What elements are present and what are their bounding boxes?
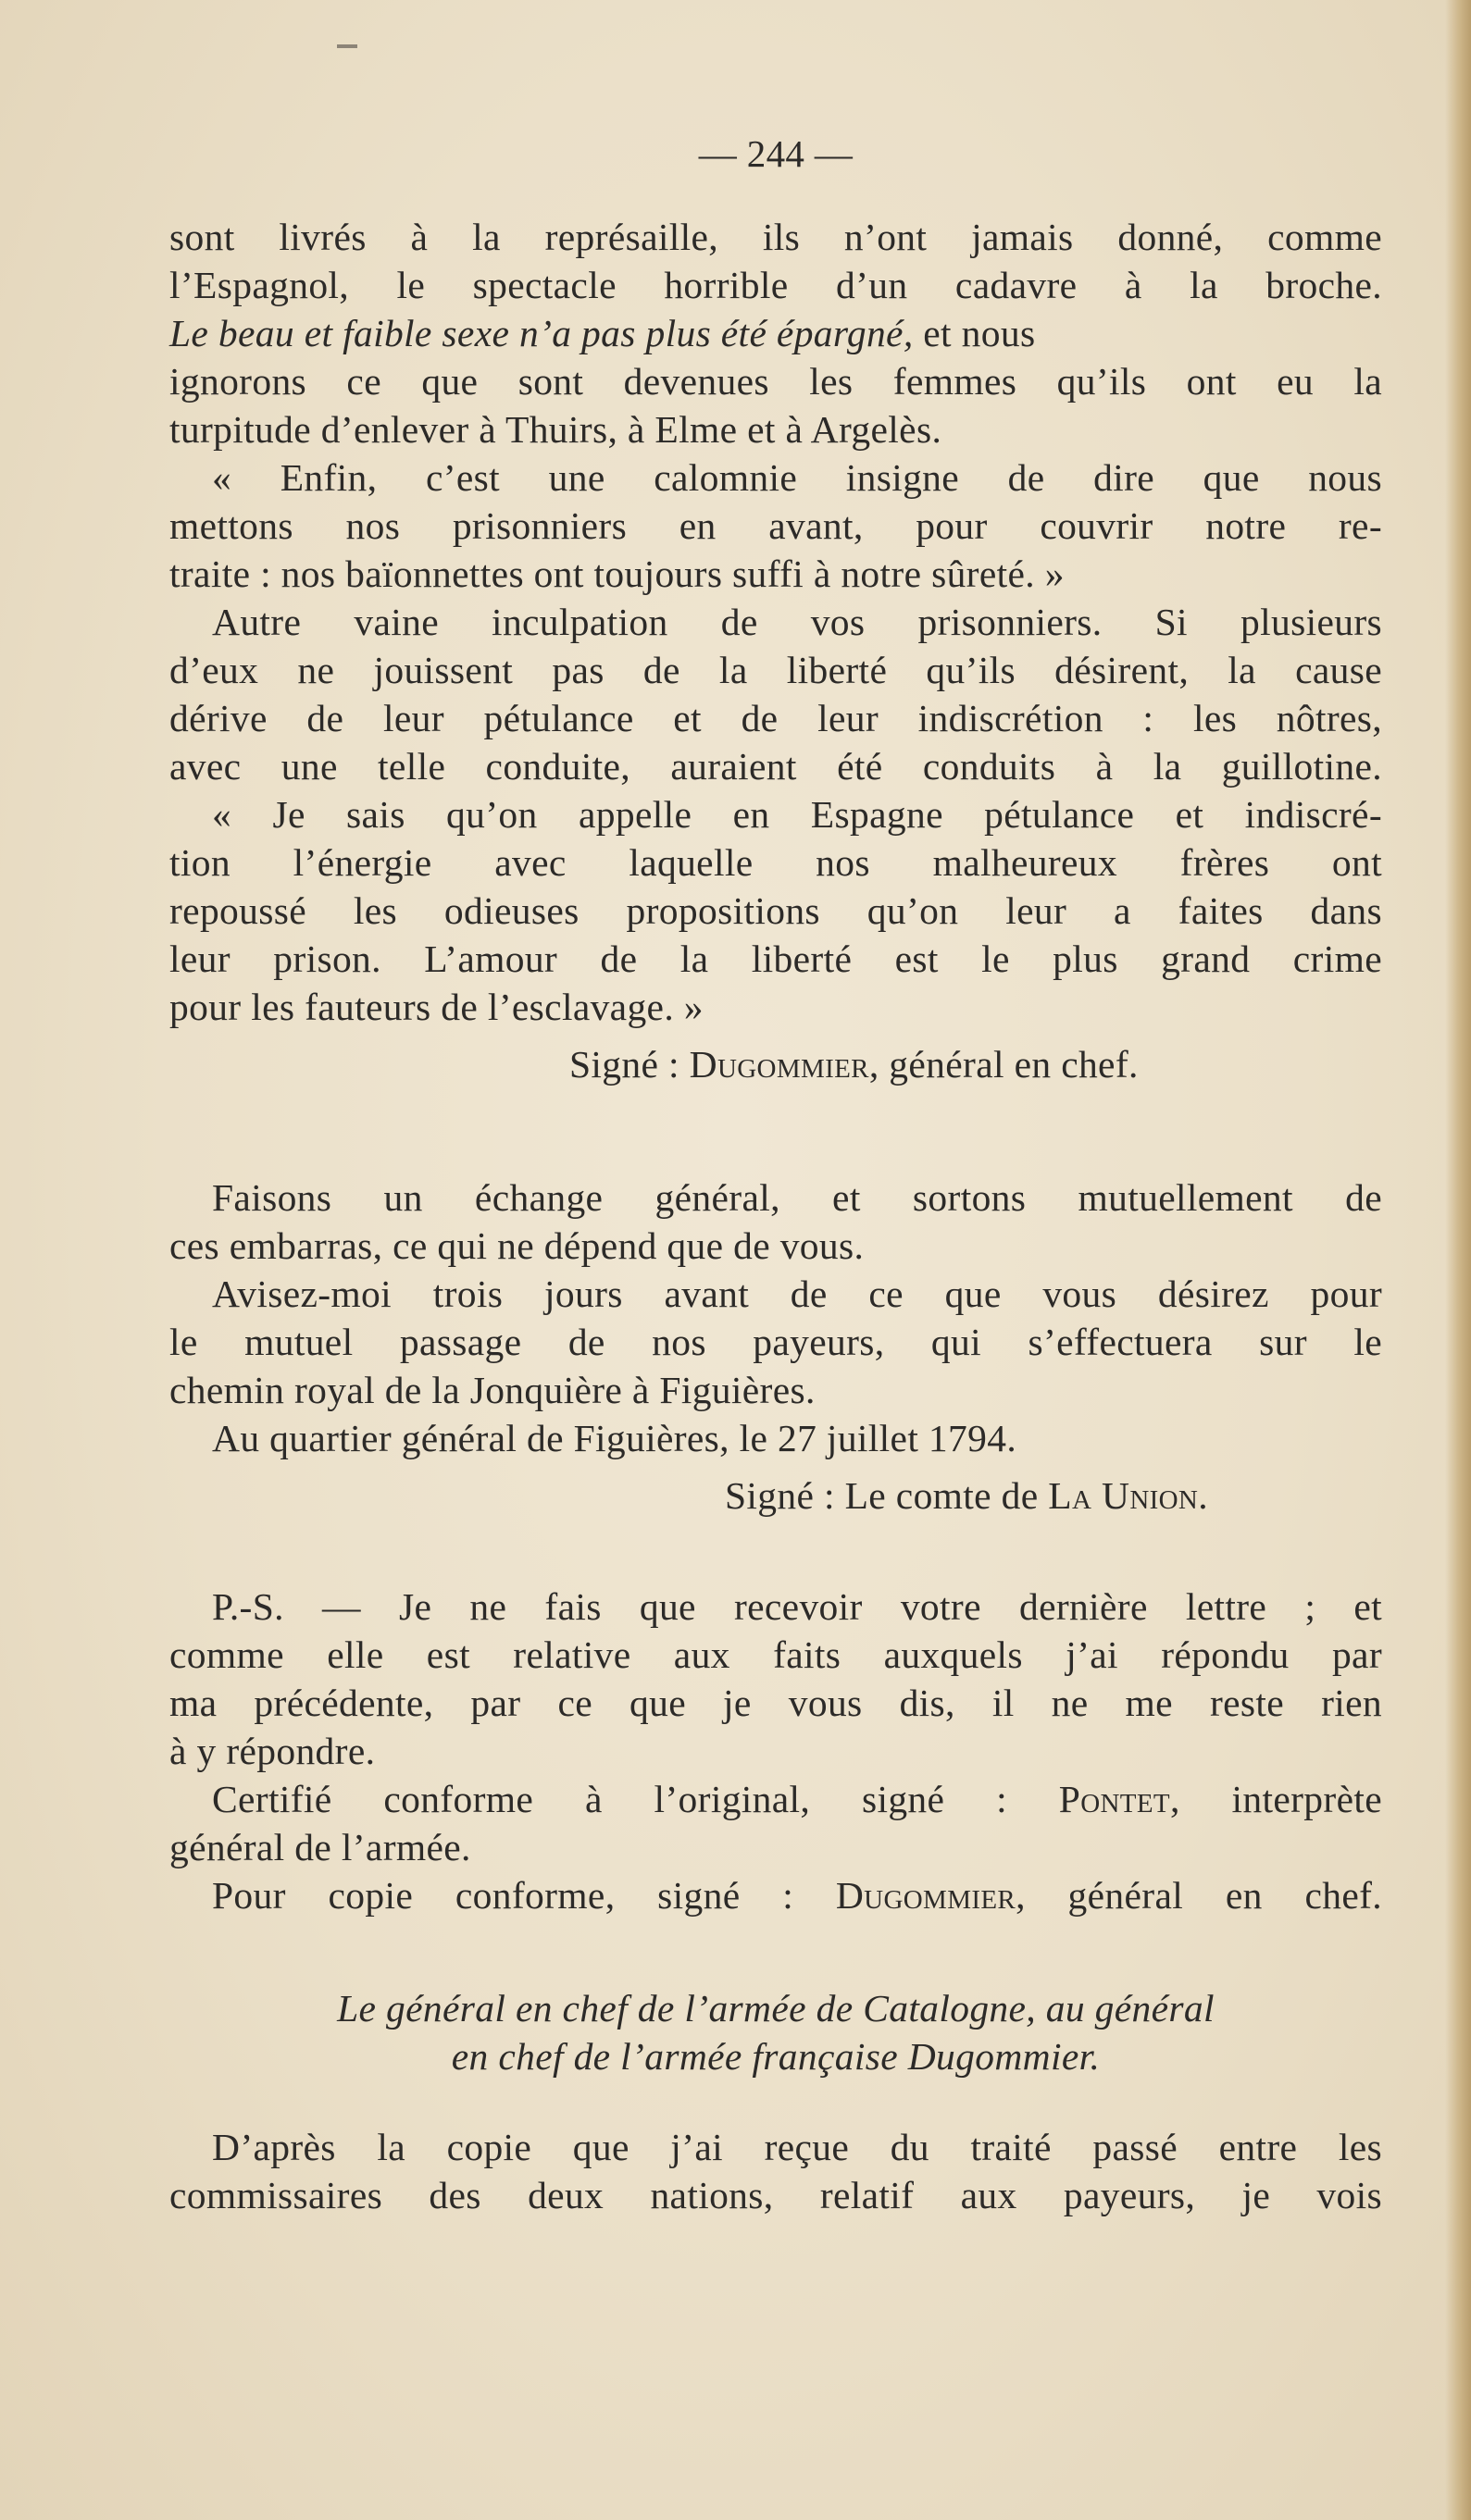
text-span: , général en chef.	[1016, 1874, 1382, 1917]
signature-line	[169, 1040, 1382, 1088]
text-line: Faisons un échange général, et sortons mutuellement de	[212, 1176, 1382, 1219]
text-line: Au quartier général de Figuières, le 27 juillet 1794.	[212, 1417, 1017, 1459]
text-line: comme elle est relative aux faits auxquels j’ai répondu par	[169, 1633, 1382, 1676]
text-span: Signé : Le comte de	[725, 1474, 1049, 1517]
print-mark	[337, 44, 357, 48]
text-line: tion l’énergie avec laquelle nos malheureux frères ont	[169, 841, 1382, 884]
signature-line	[169, 1471, 1382, 1520]
signatory-name: Dugommier	[689, 1043, 869, 1086]
signatory-name: Pontet	[1058, 1778, 1170, 1820]
text-line: ces embarras, ce qui ne dépend que de vous.	[169, 1224, 865, 1267]
text-line: à y répondre.	[169, 1730, 376, 1772]
text-line	[169, 1775, 1382, 1823]
italic-phrase: Le beau et faible sexe n’a pas plus été épargné,	[169, 312, 914, 354]
text-line: dérive de leur pétulance et de leur indiscrétion : les nôtres,	[169, 697, 1382, 739]
text-line: ignorons ce que sont devenues les femmes qu’ils ont eu la	[169, 360, 1382, 403]
text-line: commissaires des deux nations, relatif aux payeurs, je vois	[169, 2174, 1382, 2216]
text-line: pour les fauteurs de l’esclavage. »	[169, 986, 704, 1028]
text-line: Avisez-moi trois jours avant de ce que vous désirez pour	[212, 1272, 1382, 1315]
text-line: chemin royal de la Jonquière à Figuières.	[169, 1369, 816, 1411]
text-line: Autre vaine inculpation de vos prisonniers. Si plusieurs	[212, 601, 1382, 643]
text-line	[169, 309, 1382, 357]
letter-heading: Le général en chef de l’armée de Catalogne, au général	[337, 1987, 1215, 2030]
text-line: P.-S. — Je ne fais que recevoir votre dernière lettre ; et	[212, 1585, 1382, 1628]
text-span: Signé :	[569, 1043, 690, 1086]
text-line: sont livrés à la représaille, ils n’ont jamais donné, comme	[169, 216, 1382, 258]
text-line: traite : nos baïonnettes ont toujours suffi à notre sûreté. »	[169, 552, 1065, 595]
text-line: turpitude d’enlever à Thuirs, à Elme et à Argelès.	[169, 408, 942, 451]
text-line: l’Espagnol, le spectacle horrible d’un cadavre à la broche.	[169, 264, 1382, 306]
text-span: et nous	[913, 312, 1036, 354]
text-line: D’après la copie que j’ai reçue du traité passé entre les	[212, 2126, 1382, 2168]
text-line: « Je sais qu’on appelle en Espagne pétulance et indiscré-	[212, 793, 1382, 836]
text-line: leur prison. L’amour de la liberté est le plus grand crime	[169, 937, 1382, 980]
text-line: d’eux ne jouissent pas de la liberté qu’ils désirent, la cause	[169, 649, 1382, 691]
text-line	[169, 1871, 1382, 1919]
page-number: — 244 —	[698, 132, 854, 175]
text-line: ma précédente, par ce que je vous dis, il ne me reste rien	[169, 1682, 1382, 1724]
text-span: Pour copie conforme, signé :	[212, 1874, 836, 1917]
signatory-name: La Union	[1048, 1474, 1199, 1517]
text-span: , interprète	[1169, 1778, 1382, 1820]
text-line: « Enfin, c’est une calomnie insigne de dire que nous	[212, 456, 1382, 499]
text-span: Certifié conforme à l’original, signé :	[212, 1778, 1059, 1820]
text-line: repoussé les odieuses propositions qu’on leur a faites dans	[169, 889, 1382, 932]
text-span: , général en chef.	[868, 1043, 1139, 1086]
text-line: général de l’armée.	[169, 1826, 471, 1868]
letter-heading: en chef de l’armée française Dugommier.	[451, 2035, 1101, 2078]
page-edge-shadow	[1445, 0, 1471, 2520]
signatory-name: Dugommier	[835, 1874, 1016, 1917]
text-line: le mutuel passage de nos payeurs, qui s’effectuera sur le	[169, 1321, 1382, 1363]
text-line: avec une telle conduite, auraient été conduits à la guillotine.	[169, 745, 1382, 788]
text-span: .	[1198, 1474, 1208, 1517]
text-line: mettons nos prisonniers en avant, pour couvrir notre re-	[169, 504, 1382, 547]
